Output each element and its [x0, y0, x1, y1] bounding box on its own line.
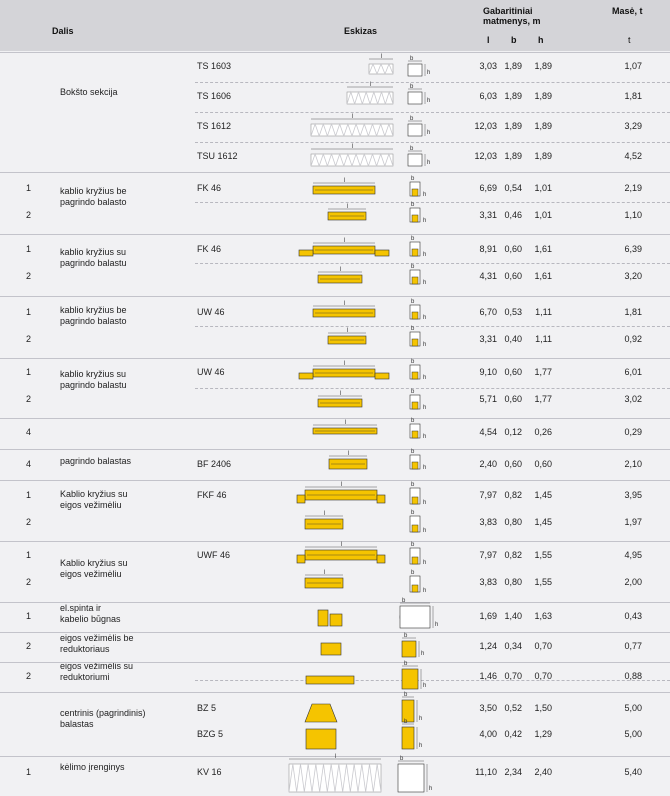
row-mass: 5,40: [624, 767, 642, 777]
row-model-code: FK 46: [197, 183, 222, 193]
dimension-label: h: [427, 70, 431, 76]
part-label: pagrindo balastu: [60, 258, 127, 268]
row-height: 1,11: [535, 334, 552, 344]
dimension-label: h: [429, 786, 433, 792]
row-height: 1,89: [534, 151, 552, 161]
header-mass-unit: t: [628, 35, 631, 45]
cross-section-fill: [412, 312, 418, 319]
row-width: 0,40: [504, 334, 522, 344]
part-label: reduktoriaus: [60, 644, 110, 654]
row-width: 0,82: [504, 490, 522, 500]
row-length: 7,97: [479, 550, 497, 560]
part-label: eigos vežimėliu: [60, 569, 122, 579]
row-length: 3,31: [479, 210, 497, 220]
row-quantity: 1: [26, 550, 32, 560]
dimension-label: l: [324, 511, 326, 517]
row-length: 8,91: [479, 244, 497, 254]
cross-section-fill: [412, 402, 418, 409]
cross-section-fill: [412, 277, 418, 284]
dimension-label: h: [423, 252, 427, 258]
header-dims-line1: Gabaritiniai: [483, 6, 533, 16]
cross-section-fill: [412, 189, 418, 196]
side-view: [398, 764, 424, 792]
row-mass: 3,20: [624, 271, 642, 281]
row-length: 12,03: [474, 121, 497, 131]
dimension-label: b: [411, 359, 415, 365]
row-model-code: BF 2406: [197, 459, 232, 469]
row-height: 1,77: [534, 367, 552, 377]
row-width: 1,89: [504, 61, 522, 71]
dimension-label: h: [423, 405, 427, 411]
row-height: 0,70: [534, 671, 552, 681]
row-mass: 4,95: [624, 550, 642, 560]
row-height: 0,60: [534, 459, 552, 469]
row-width: 0,60: [504, 244, 522, 254]
row-mass: 2,10: [624, 459, 642, 469]
row-length: 5,71: [479, 394, 497, 404]
row-height: 1,55: [534, 550, 552, 560]
row-length: 1,24: [479, 641, 497, 651]
part-label: pagrindo balasto: [60, 316, 127, 326]
central-ballast-block: [306, 729, 336, 749]
row-length: 6,69: [479, 183, 497, 193]
row-width: 0,53: [504, 307, 522, 317]
row-mass: 0,43: [624, 611, 642, 621]
row-mass: 5,00: [624, 729, 642, 739]
part-label: Kablio kryžius su: [60, 558, 128, 568]
dimension-label: h: [421, 651, 425, 657]
row-mass: 4,52: [624, 151, 642, 161]
dimension-label: h: [423, 315, 427, 321]
cross-section-fill: [412, 431, 418, 438]
part-label: eigos vežimėliu: [60, 500, 122, 510]
row-quantity: 1: [26, 611, 32, 621]
dimension-label: h: [435, 622, 439, 628]
row-length: 6,03: [479, 91, 497, 101]
dimension-label: b: [404, 719, 408, 725]
row-quantity: 1: [26, 244, 32, 254]
part-label: Bokšto sekcija: [60, 87, 118, 97]
header-mass: Masė, t: [612, 6, 643, 16]
dimension-label: b: [411, 389, 415, 395]
row-model-code: FK 46: [197, 244, 222, 254]
row-length: 3,31: [479, 334, 497, 344]
row-width: 0,60: [504, 271, 522, 281]
cross-section-fill: [412, 497, 418, 504]
header-l: l: [487, 35, 490, 45]
dimension-label: l: [381, 54, 383, 60]
row-mass: 1,81: [624, 307, 642, 317]
cross-section-fill: [412, 249, 418, 256]
dimension-label: b: [411, 542, 415, 548]
cross-section-fill: [412, 215, 418, 222]
row-mass: 0,88: [624, 671, 642, 681]
row-mass: 5,00: [624, 703, 642, 713]
dimension-label: l: [347, 204, 349, 210]
central-ballast: [305, 704, 337, 722]
dimension-label: h: [423, 218, 427, 224]
part-label: balastas: [60, 719, 94, 729]
row-quantity: 2: [26, 394, 32, 404]
part-label: reduktoriumi: [60, 672, 110, 682]
dimension-label: b: [411, 176, 415, 182]
row-quantity: 2: [26, 641, 32, 651]
dimension-label: l: [340, 391, 342, 397]
part-label: centrinis (pagrindinis): [60, 708, 146, 718]
dimension-label: h: [423, 588, 427, 594]
row-mass: 0,77: [624, 641, 642, 651]
ballast-block: [299, 250, 313, 256]
row-length: 12,03: [474, 151, 497, 161]
row-width: 0,34: [504, 641, 522, 651]
row-quantity: 4: [26, 427, 32, 437]
row-width: 0,12: [504, 427, 522, 437]
dimension-label: l: [352, 114, 354, 120]
row-height: 1,61: [534, 271, 552, 281]
dimension-label: b: [410, 84, 414, 90]
row-height: 1,45: [534, 490, 552, 500]
header-sketch: Eskizas: [344, 26, 378, 36]
dimension-label: b: [411, 482, 415, 488]
row-quantity: 1: [26, 490, 32, 500]
row-length: 7,97: [479, 490, 497, 500]
cabinet: [318, 610, 328, 626]
dimension-label: l: [344, 238, 346, 244]
dimension-label: b: [410, 146, 414, 152]
part-label: kablio kryžius su: [60, 247, 127, 257]
row-quantity: 2: [26, 210, 32, 220]
dimension-label: b: [404, 661, 408, 667]
dimension-label: h: [423, 192, 427, 198]
row-mass: 2,00: [624, 577, 642, 587]
dimension-label: l: [324, 570, 326, 576]
part-label: kėlimo įrenginys: [60, 762, 125, 772]
header-dims-line2: matmenys, m: [483, 16, 541, 26]
wheel-block: [297, 495, 305, 503]
dimension-label: l: [344, 361, 346, 367]
row-model-code: BZG 5: [197, 729, 224, 739]
dimension-label: b: [411, 299, 415, 305]
row-width: 0,54: [504, 183, 522, 193]
dimension-label: b: [411, 510, 415, 516]
row-width: 1,89: [504, 151, 522, 161]
dimension-label: h: [423, 528, 427, 534]
row-length: 1,69: [479, 611, 497, 621]
side-view: [408, 92, 422, 104]
row-height: 1,11: [535, 307, 552, 317]
part-label: pagrindo balastu: [60, 380, 127, 390]
row-height: 1,89: [534, 121, 552, 131]
dimension-label: h: [427, 98, 431, 104]
row-height: 0,26: [534, 427, 552, 437]
dimension-label: b: [410, 56, 414, 62]
row-width: 1,89: [504, 121, 522, 131]
wheel-block: [377, 555, 385, 563]
row-length: 4,31: [479, 271, 497, 281]
row-length: 3,83: [479, 517, 497, 527]
part-label: Kablio kryžius su: [60, 489, 128, 499]
row-height: 1,89: [534, 91, 552, 101]
dimension-label: l: [341, 482, 343, 488]
row-height: 1,29: [534, 729, 552, 739]
row-width: 0,80: [504, 577, 522, 587]
dimension-label: b: [410, 116, 414, 122]
row-height: 1,55: [534, 577, 552, 587]
row-height: 0,70: [534, 641, 552, 651]
row-height: 1,77: [534, 394, 552, 404]
trolley-with-gearbox: [306, 676, 354, 684]
dimension-label: h: [423, 683, 427, 689]
row-model-code: FKF 46: [197, 490, 227, 500]
part-label: pagrindo balasto: [60, 197, 127, 207]
cable-drum: [330, 614, 342, 626]
row-length: 1,46: [479, 671, 497, 681]
row-mass: 2,19: [624, 183, 642, 193]
dimension-label: b: [411, 326, 415, 332]
dimension-label: b: [411, 570, 415, 576]
row-mass: 0,92: [624, 334, 642, 344]
side-view: [402, 641, 416, 657]
row-height: 1,01: [534, 183, 552, 193]
row-model-code: UWF 46: [197, 550, 231, 560]
row-quantity: 2: [26, 271, 32, 281]
row-quantity: 1: [26, 767, 32, 777]
dimension-label: h: [423, 560, 427, 566]
header-h: h: [538, 35, 544, 45]
side-view: [408, 64, 422, 76]
row-width: 0,42: [504, 729, 522, 739]
part-label: eigos vežimėlis su: [60, 661, 134, 671]
row-quantity: 2: [26, 334, 32, 344]
row-height: 1,89: [534, 61, 552, 71]
row-model-code: UW 46: [197, 307, 225, 317]
row-mass: 1,97: [624, 517, 642, 527]
cross-section-fill: [412, 462, 418, 469]
dimension-label: l: [347, 328, 349, 334]
row-mass: 3,95: [624, 490, 642, 500]
dimension-label: b: [404, 692, 408, 698]
side-view: [400, 606, 430, 628]
row-quantity: 4: [26, 459, 32, 469]
dimension-label: h: [423, 500, 427, 506]
truss-section: [311, 124, 393, 136]
ballast-block: [375, 250, 389, 256]
row-quantity: 2: [26, 517, 32, 527]
part-label: eigos vežimėlis be: [60, 633, 134, 643]
cross-section-fill: [412, 585, 418, 592]
row-height: 1,61: [534, 244, 552, 254]
dimension-label: l: [348, 451, 350, 457]
dimension-label: l: [344, 178, 346, 184]
dimension-label: l: [344, 301, 346, 307]
row-width: 0,60: [504, 459, 522, 469]
row-width: 1,40: [504, 611, 522, 621]
row-mass: 1,07: [624, 61, 642, 71]
row-width: 0,70: [504, 671, 522, 681]
side-view: [408, 124, 422, 136]
dimension-label: l: [370, 82, 372, 88]
row-length: 2,40: [479, 459, 497, 469]
trolley-body: [321, 643, 341, 655]
dimension-label: l: [345, 420, 347, 426]
row-mass: 3,02: [624, 394, 642, 404]
dimension-label: l: [341, 542, 343, 548]
side-view: [402, 727, 414, 749]
dimension-label: b: [411, 236, 415, 242]
row-mass: 6,01: [624, 367, 642, 377]
row-width: 0,52: [504, 703, 522, 713]
row-height: 1,01: [534, 210, 552, 220]
row-model-code: UW 46: [197, 367, 225, 377]
row-mass: 0,29: [624, 427, 642, 437]
row-width: 0,46: [504, 210, 522, 220]
row-width: 0,60: [504, 394, 522, 404]
header-b: b: [511, 35, 517, 45]
truss-section: [311, 154, 393, 166]
part-label: kablio kryžius be: [60, 305, 127, 315]
row-length: 9,10: [479, 367, 497, 377]
dimension-label: h: [423, 434, 427, 440]
header-part: Dalis: [52, 26, 74, 36]
ballast-block: [375, 373, 389, 379]
row-model-code: TS 1606: [197, 91, 232, 101]
row-length: 6,70: [479, 307, 497, 317]
side-view: [402, 669, 418, 689]
row-height: 2,40: [534, 767, 552, 777]
dimension-label: b: [411, 202, 415, 208]
dimension-label: h: [423, 465, 427, 471]
row-width: 0,82: [504, 550, 522, 560]
cross-section-fill: [412, 372, 418, 379]
wheel-block: [297, 555, 305, 563]
dimension-label: b: [400, 756, 404, 762]
row-model-code: KV 16: [197, 767, 222, 777]
dimension-label: h: [419, 716, 423, 722]
row-length: 3,83: [479, 577, 497, 587]
row-quantity: 2: [26, 671, 32, 681]
row-height: 1,63: [534, 611, 552, 621]
row-mass: 6,39: [624, 244, 642, 254]
cross-section-fill: [412, 339, 418, 346]
row-quantity: 2: [26, 577, 32, 587]
row-height: 1,50: [534, 703, 552, 713]
cross-section-fill: [412, 525, 418, 532]
row-quantity: 1: [26, 367, 32, 377]
cross-section-fill: [412, 557, 418, 564]
dimension-label: b: [404, 633, 408, 639]
dimension-label: h: [423, 375, 427, 381]
dimension-label: b: [411, 264, 415, 270]
dimension-label: b: [402, 598, 406, 604]
row-length: 4,00: [479, 729, 497, 739]
row-quantity: 1: [26, 183, 32, 193]
row-model-code: TS 1612: [197, 121, 232, 131]
part-label: kabelio būgnas: [60, 614, 121, 624]
dimension-label: l: [335, 754, 337, 760]
row-width: 2,34: [504, 767, 522, 777]
part-label: kablio kryžius su: [60, 369, 127, 379]
row-width: 0,80: [504, 517, 522, 527]
row-width: 0,60: [504, 367, 522, 377]
row-quantity: 1: [26, 307, 32, 317]
dimension-label: l: [340, 267, 342, 273]
row-length: 3,50: [479, 703, 497, 713]
dimension-label: h: [427, 130, 431, 136]
row-height: 1,45: [534, 517, 552, 527]
dimension-label: b: [411, 418, 415, 424]
row-length: 11,10: [475, 767, 497, 777]
dimension-label: l: [352, 144, 354, 150]
row-model-code: TSU 1612: [197, 151, 238, 161]
row-width: 1,89: [504, 91, 522, 101]
part-label: el.spinta ir: [60, 603, 102, 613]
row-length: 3,03: [479, 61, 497, 71]
dimension-label: h: [423, 342, 427, 348]
part-label: kablio kryžius be: [60, 186, 127, 196]
side-view: [408, 154, 422, 166]
row-mass: 1,10: [624, 210, 642, 220]
dimension-label: h: [423, 280, 427, 286]
row-model-code: BZ 5: [197, 703, 217, 713]
ballast-block: [299, 373, 313, 379]
row-mass: 1,81: [624, 91, 642, 101]
row-length: 4,54: [479, 427, 497, 437]
wheel-block: [377, 495, 385, 503]
part-label: pagrindo balastas: [60, 456, 132, 466]
row-mass: 3,29: [624, 121, 642, 131]
dimension-label: b: [411, 449, 415, 455]
row-model-code: TS 1603: [197, 61, 232, 71]
dimension-label: h: [427, 160, 431, 166]
dimension-label: h: [419, 743, 423, 749]
